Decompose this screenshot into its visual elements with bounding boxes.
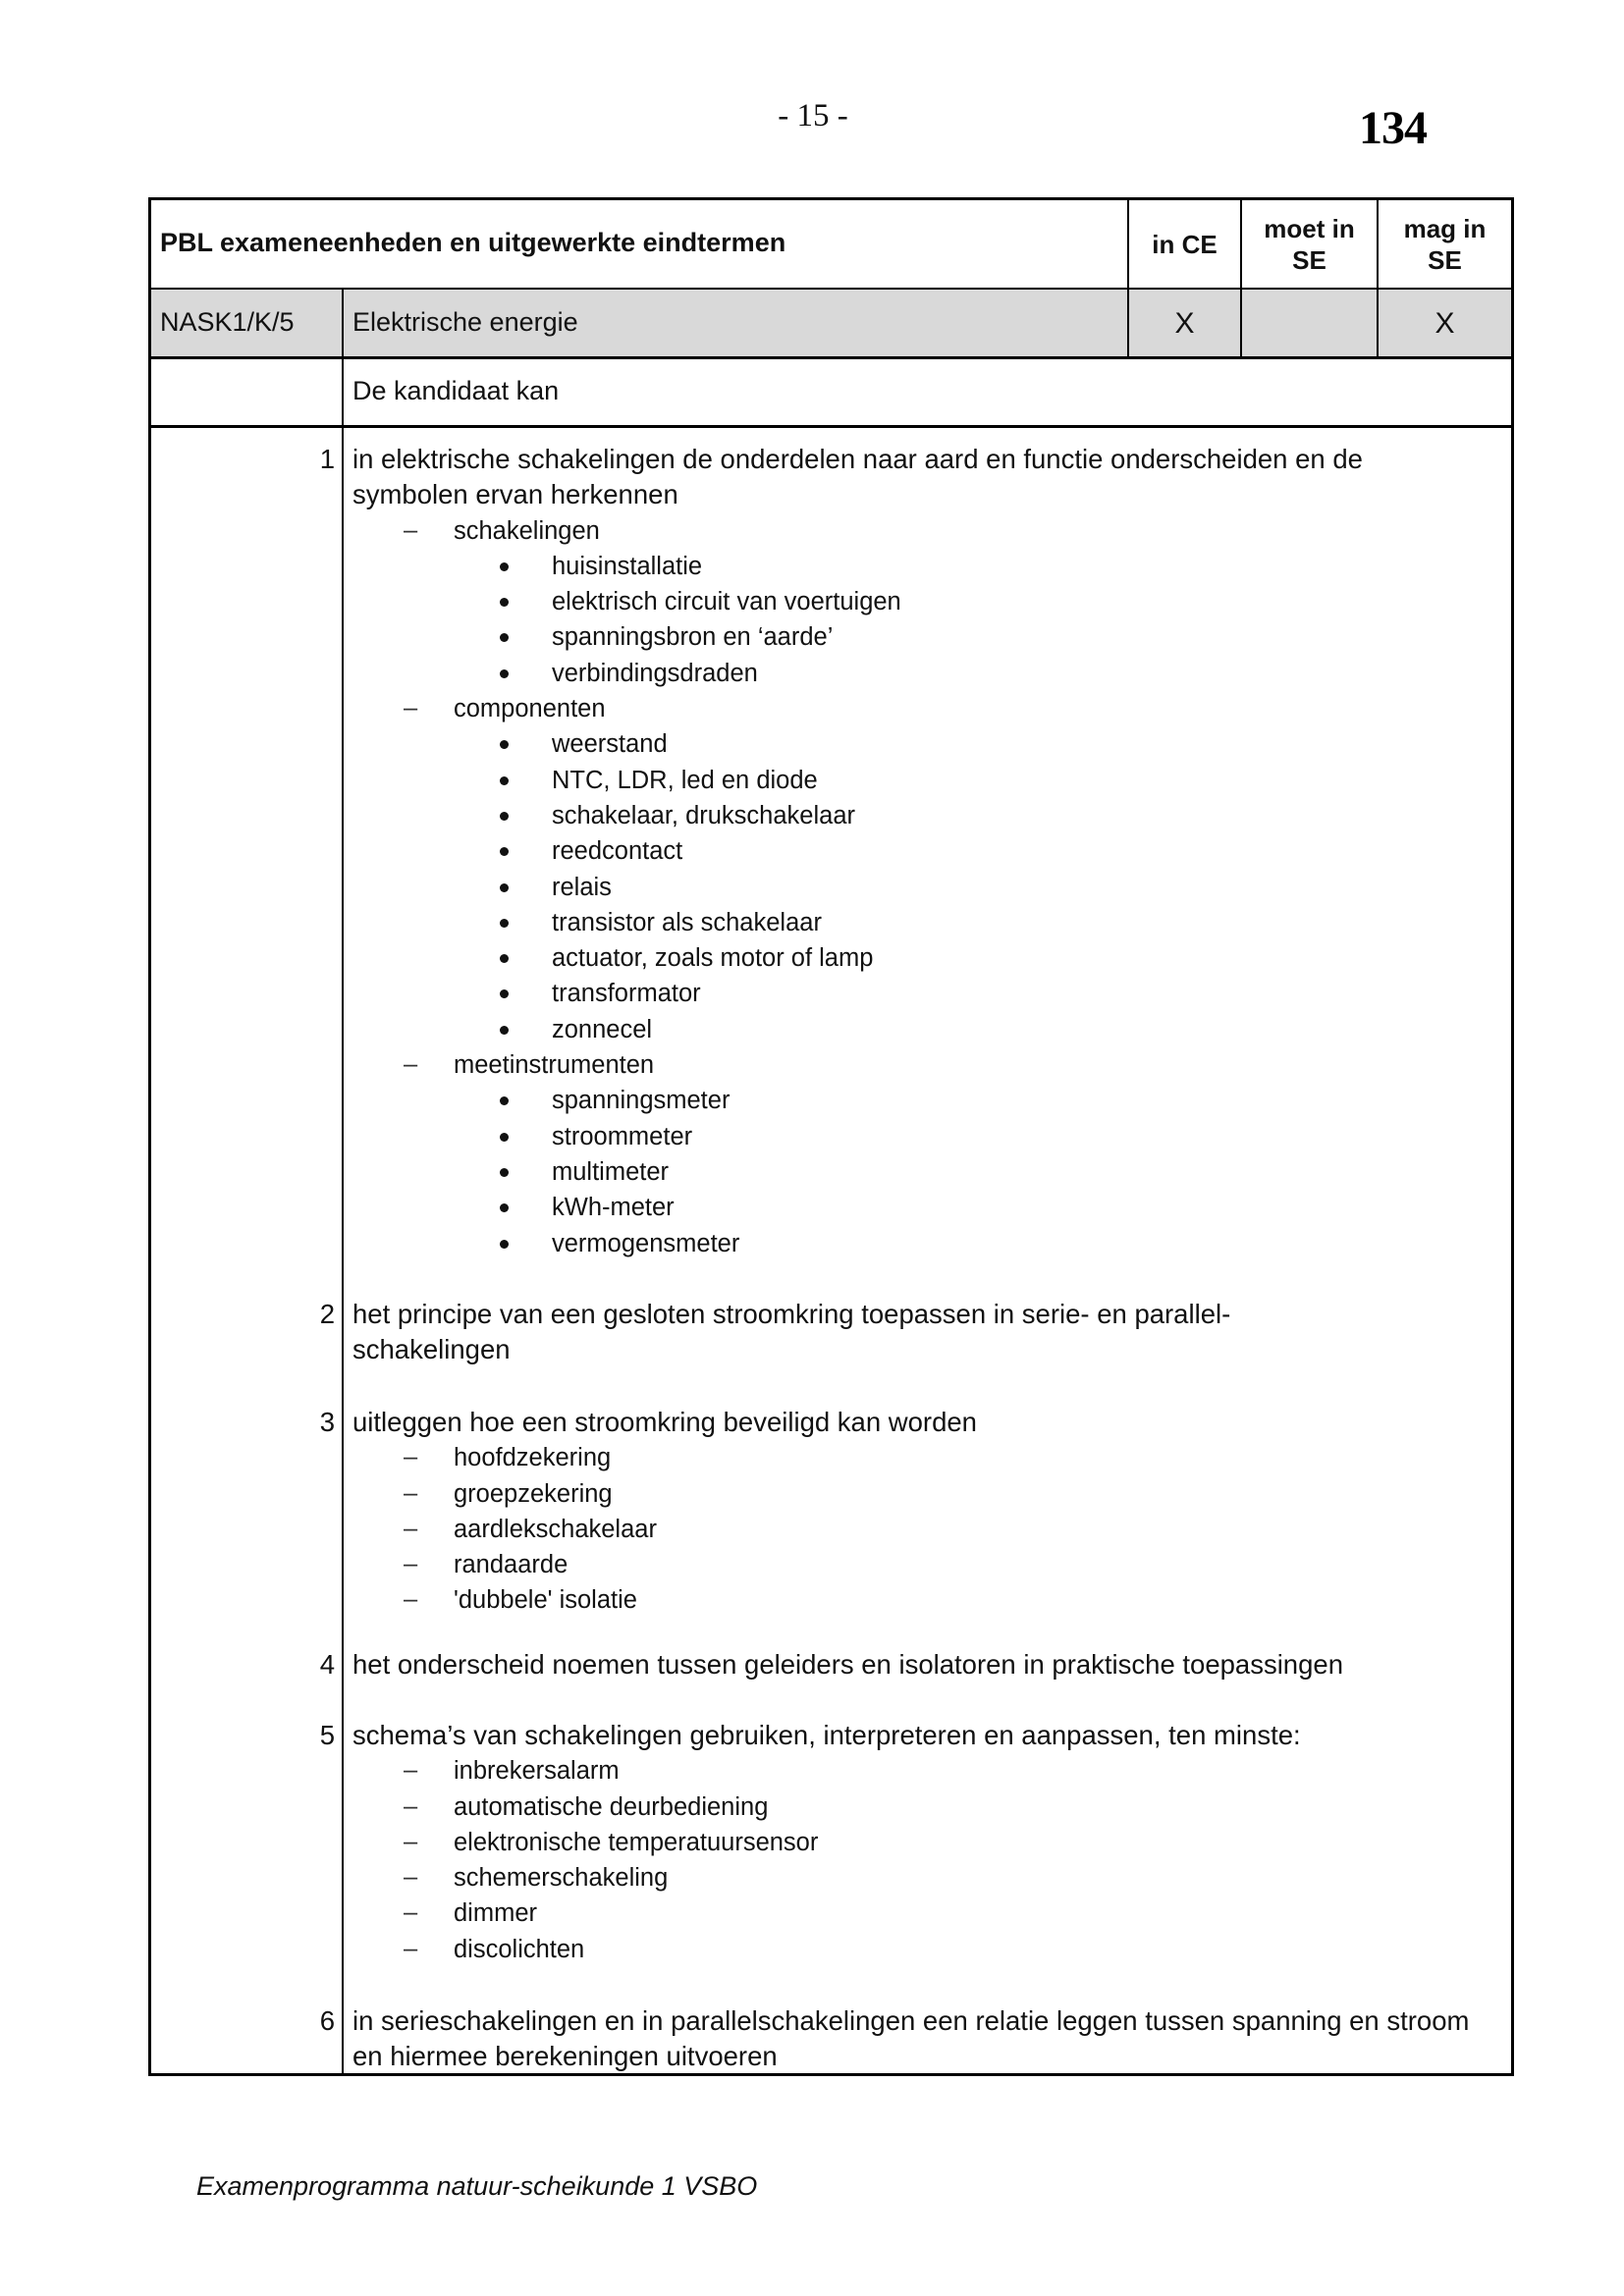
eindterm-text: het onderscheid noemen tussen geleiders en isolatoren in praktische toepassingen <box>352 1649 1343 1680</box>
header-mag-line2: SE <box>1428 245 1462 275</box>
bullet-text: actuator, zoals motor of lamp <box>552 944 874 973</box>
list-item <box>352 1512 1482 1547</box>
eindterm-text: schema’s van schakelingen gebruiken, interpreteren en aanpassen, ten minste: <box>352 1720 1301 1750</box>
moet-in-se-mark <box>1242 290 1377 357</box>
bullet-icon <box>500 989 509 998</box>
dash-icon: – <box>404 1827 418 1855</box>
eindterm-text-line2: schakelingen <box>352 1334 511 1365</box>
eindterm-text-line1: het principe van een gesloten stroomkring toepassen in serie- en parallel- <box>352 1299 1231 1329</box>
list-item <box>352 549 1491 584</box>
bullet-text: NTC, LDR, led en diode <box>552 766 818 794</box>
list-item <box>352 1154 1491 1190</box>
list-item <box>352 584 1491 619</box>
list-item <box>352 905 1491 940</box>
bullet-icon <box>500 598 509 607</box>
group-componenten <box>352 691 1491 726</box>
header-mag-line1: mag in <box>1403 214 1487 243</box>
intro-row-divider <box>151 425 1511 428</box>
eindterm-2 <box>352 1297 1230 1368</box>
list-item <box>352 1440 1482 1475</box>
unit-code: NASK1/K/5 <box>160 307 295 337</box>
list-item <box>352 1012 1491 1047</box>
header-in-ce-label: in CE <box>1152 230 1218 259</box>
bullet-icon <box>500 740 509 749</box>
table-title: PBL exameneenheden en uitgewerkte eindtermen <box>160 228 786 257</box>
list-item <box>352 1932 1482 1967</box>
bullet-icon <box>500 1026 509 1035</box>
item-number-4: 4 <box>319 1649 335 1680</box>
dash-icon: – <box>404 1934 418 1962</box>
subitem-text: hoofdzekering <box>454 1444 612 1472</box>
subitem-text: 'dubbele' isolatie <box>454 1586 637 1615</box>
dash-icon: – <box>404 1756 418 1785</box>
dash-icon: – <box>404 1550 418 1578</box>
eindtermen-table <box>148 197 1514 2076</box>
group-schakelingen <box>352 513 1491 549</box>
list-item <box>352 1547 1482 1582</box>
dash-icon: – <box>404 515 418 544</box>
list-item <box>352 763 1491 798</box>
list-item <box>352 1119 1491 1154</box>
list-item <box>352 1582 1482 1618</box>
list-item <box>352 940 1491 976</box>
list-item <box>352 1860 1482 1896</box>
bullet-text: transformator <box>552 980 701 1008</box>
bullet-icon <box>500 919 509 928</box>
bullet-text: weerstand <box>552 730 668 759</box>
bullet-text: huisinstallatie <box>552 552 703 580</box>
dash-icon: – <box>404 1050 418 1079</box>
header-moet-line2: SE <box>1292 245 1326 275</box>
header-mag-in-se <box>1379 200 1511 289</box>
item-number-5: 5 <box>319 1720 335 1750</box>
mag-in-se-mark: X <box>1435 306 1455 340</box>
list-item <box>352 726 1491 762</box>
item-number-1: 1 <box>319 444 335 474</box>
list-item <box>352 870 1491 905</box>
eindterm-text: in serieschakelingen en in parallelschakelingen een relatie leggen tussen spanning en stroom en hiermee berekeningen uitvoeren <box>352 2005 1470 2072</box>
bullet-text: kWh-meter <box>552 1194 675 1222</box>
in-ce-mark: X <box>1174 306 1195 340</box>
dash-icon: – <box>404 1791 418 1820</box>
eindterm-text: uitleggen hoe een stroomkring beveiligd kan worden <box>352 1407 977 1437</box>
group-meetinstrumenten <box>352 1047 1491 1083</box>
eindterm-6 <box>352 2003 1491 2075</box>
list-item <box>352 1083 1491 1118</box>
eindtermen-list <box>352 442 1491 2072</box>
bullet-text: transistor als schakelaar <box>552 908 822 936</box>
bullet-text: spanningsbron en ‘aarde’ <box>552 623 834 652</box>
subitem-text: elektronische temperatuursensor <box>454 1828 819 1856</box>
dash-icon: – <box>404 1585 418 1614</box>
header-in-ce <box>1129 200 1240 289</box>
bullet-text: multimeter <box>552 1157 670 1186</box>
dash-icon: – <box>404 1898 418 1927</box>
dash-icon: – <box>404 1863 418 1892</box>
unit-name: Elektrische energie <box>352 307 578 337</box>
subitem-text: schemerschakeling <box>454 1864 669 1893</box>
subitem-text: randaarde <box>454 1551 568 1579</box>
list-item <box>352 1190 1491 1225</box>
eindterm-1 <box>352 442 1491 1261</box>
bullet-text: vermogensmeter <box>552 1229 740 1257</box>
subitem-text: dimmer <box>454 1899 538 1928</box>
list-item <box>352 798 1491 833</box>
header-moet-in-se <box>1242 200 1377 289</box>
bullet-icon <box>500 1168 509 1177</box>
dash-icon: – <box>404 1514 418 1542</box>
bullet-icon <box>500 562 509 571</box>
bullet-icon <box>500 954 509 963</box>
subitem-text: aardlekschakelaar <box>454 1515 657 1543</box>
list-item <box>352 833 1491 869</box>
list-item <box>352 1825 1482 1860</box>
bullet-text: elektrisch circuit van voertuigen <box>552 588 901 616</box>
bullet-icon <box>500 1240 509 1249</box>
eindterm-3 <box>352 1405 1482 1619</box>
eindterm-5 <box>352 1718 1482 1967</box>
bullet-icon <box>500 883 509 892</box>
intro-text: De kandidaat kan <box>352 376 560 405</box>
group-label: componenten <box>454 695 606 723</box>
bullet-text: verbindingsdraden <box>552 659 758 687</box>
eindterm-4 <box>352 1647 1343 1682</box>
bullet-icon <box>500 812 509 821</box>
bullet-text: zonnecel <box>552 1015 653 1043</box>
dash-icon: – <box>404 1443 418 1471</box>
bullet-icon <box>500 1203 509 1212</box>
subitem-text: inbrekersalarm <box>454 1757 620 1786</box>
subitem-text: groepzekering <box>454 1479 613 1508</box>
item-number-6: 6 <box>319 2005 335 2036</box>
list-item <box>352 619 1491 655</box>
group-label: meetinstrumenten <box>454 1051 655 1080</box>
bullet-icon <box>500 633 509 642</box>
bullet-icon <box>500 669 509 678</box>
list-item <box>352 1789 1482 1825</box>
document-footer: Examenprogramma natuur-scheikunde 1 VSBO <box>196 2171 758 2201</box>
list-item <box>352 976 1491 1011</box>
list-item <box>352 1896 1482 1931</box>
bullet-text: reedcontact <box>552 837 683 866</box>
bullet-text: stroommeter <box>552 1122 693 1150</box>
subitem-text: automatische deurbediening <box>454 1792 769 1821</box>
list-item <box>352 1226 1491 1261</box>
list-item <box>352 1476 1482 1512</box>
dash-icon: – <box>404 694 418 722</box>
list-item <box>352 656 1491 691</box>
bullet-icon <box>500 1096 509 1105</box>
dash-icon: – <box>404 1478 418 1507</box>
item-number-2: 2 <box>319 1299 335 1329</box>
bullet-text: relais <box>552 873 612 901</box>
subitem-text: discolichten <box>454 1935 585 1963</box>
eindterm-text: in elektrische schakelingen de onderdelen naar aard en functie onderscheiden en de symbolen ervan herkennen <box>352 444 1363 510</box>
bullet-icon <box>500 1133 509 1142</box>
page-number: - 15 - <box>778 98 848 133</box>
list-item <box>352 1753 1482 1789</box>
bullet-icon <box>500 847 509 856</box>
document-number: 134 <box>1359 102 1427 154</box>
bullet-text: schakelaar, drukschakelaar <box>552 801 856 829</box>
code-column-divider <box>342 288 344 2073</box>
bullet-text: spanningsmeter <box>552 1087 731 1115</box>
header-moet-line1: moet in <box>1264 214 1355 243</box>
bullet-icon <box>500 776 509 785</box>
group-label: schakelingen <box>454 516 600 545</box>
item-number-3: 3 <box>319 1407 335 1437</box>
